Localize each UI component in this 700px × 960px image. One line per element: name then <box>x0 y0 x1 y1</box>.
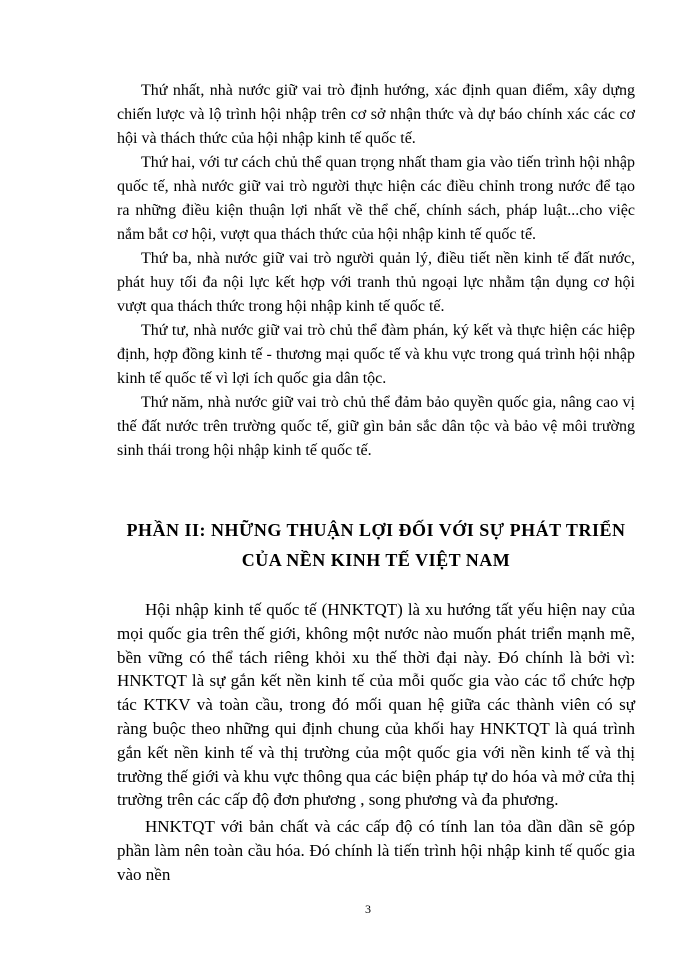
paragraph-integration-definition: Hội nhập kinh tế quốc tế (HNKTQT) là xu hướng tất yếu hiện nay của mọi quốc gia trên thế giới, không một nước nào muốn phát triển mạnh mẽ, bền vững có thể tách riêng khỏi xu thế thời đại này. Đó chính là bởi vì: HNKTQT là sự gắn kết nền kinh tế của mỗi quốc gia vào các tổ chức hợp tác KTKV và toàn cầu, trong đó mối quan hệ giữa các thành viên có sự ràng buộc theo những qui định chung của khối hay HNKTQT là quá trình gắn kết nền kinh tế và thị trường của một quốc gia với nền kinh tế và thị trường thế giới và khu vực thông qua các biện pháp tự do hóa và mở cửa thị trường trên các cấp độ đơn phương , song phương và đa phương. <box>117 600 635 810</box>
page-number: 3 <box>365 902 371 916</box>
paragraph-role-one: Thứ nhất, nhà nước giữ vai trò định hướng, xác định quan điểm, xây dựng chiến lược và lộ trình hội nhập trên cơ sở nhận thức và dự báo chính xác các cơ hội và thách thức của hội nhập kinh tế quốc tế. <box>117 82 635 147</box>
section-heading <box>100 515 652 575</box>
section-heading-line-1: PHẦN II: NHỮNG THUẬN LỢI ĐỐI VỚI SỰ PHÁT TRIỂN <box>126 520 626 540</box>
paragraph-role-two: Thứ hai, với tư cách chủ thể quan trọng nhất tham gia vào tiến trình hội nhập quốc tế, nhà nước giữ vai trò người thực hiện các điều chỉnh trong nước để tạo ra những điều kiện thuận lợi nhất về thể chế, chính sách, pháp luật...cho việc nắm bắt cơ hội, vượt qua thách thức của hội nhập kinh tế quốc tế. <box>117 154 635 243</box>
paragraph-role-four: Thứ tư, nhà nước giữ vai trò chủ thể đàm phán, ký kết và thực hiện các hiệp định, hợp đồng kinh tế - thương mại quốc tế và khu vực trong quá trình hội nhập kinh tế quốc tế vì lợi ích quốc gia dân tộc. <box>117 322 635 387</box>
paragraph-role-three: Thứ ba, nhà nước giữ vai trò người quản lý, điều tiết nền kinh tế đất nước, phát huy tối đa nội lực kết hợp với tranh thủ ngoại lực nhằm tận dụng cơ hội vượt qua thách thức trong hội nhập kinh tế quốc tế. <box>117 250 635 315</box>
paragraph-integration-nature: HNKTQT với bản chất và các cấp độ có tính lan tỏa dần dần sẽ góp phần làm nên toàn cầu hóa. Đó chính là tiến trình hội nhập kinh tế quốc gia vào nền <box>117 817 635 884</box>
section-heading-line-2: CỦA NỀN KINH TẾ VIỆT NAM <box>241 550 511 570</box>
paragraph-role-five: Thứ năm, nhà nước giữ vai trò chủ thể đảm bảo quyền quốc gia, nâng cao vị thế đất nước trên trường quốc tế, giữ gìn bản sắc dân tộc và bảo vệ môi trường sinh thái trong hội nhập kinh tế quốc tế. <box>117 394 635 459</box>
